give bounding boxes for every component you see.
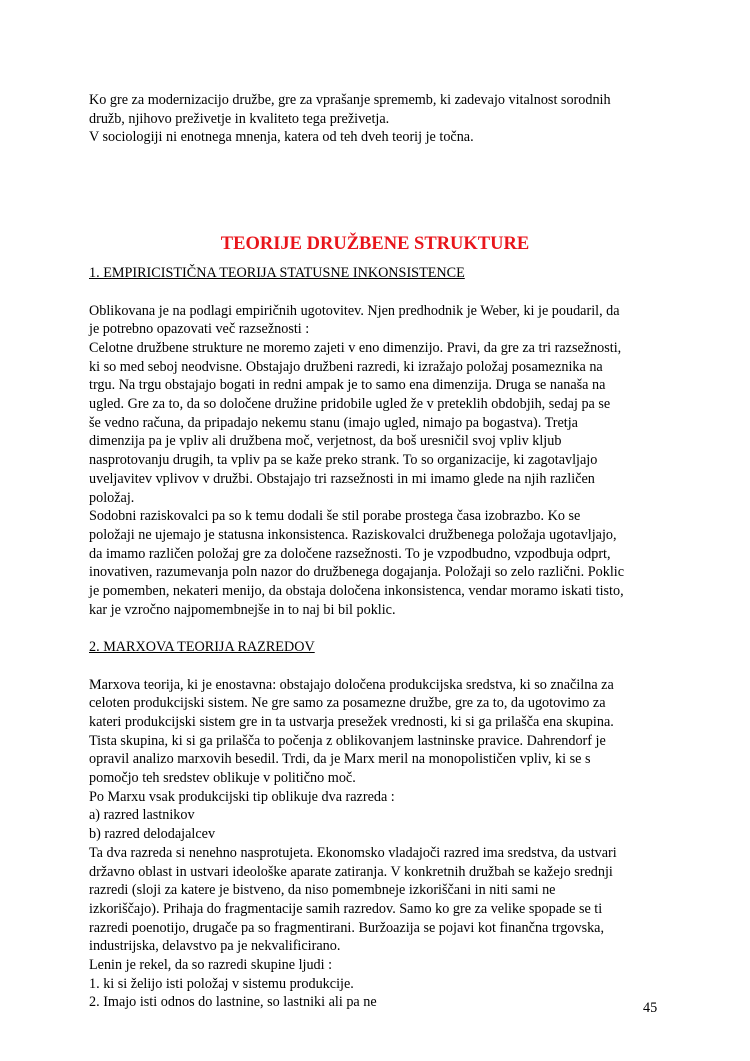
text-line: Oblikovana je na podlagi empiričnih ugotovitev. Njen predhodnik je Weber, ki je poudaril, da xyxy=(89,302,620,319)
section-2-body xyxy=(89,676,661,1013)
text-line: trgu. Na trgu obstajajo bogati in redni ampak je to samo ena dimenzija. Druga se nanaša na xyxy=(89,377,606,394)
list-item: a) razred lastnikov xyxy=(89,807,195,824)
text-line: je pomemben, nekateri menijo, da obstaja določena inkonsistenca, vendar moramo iskati tisto, xyxy=(89,583,624,600)
text-line: položaji ne ujemajo je statusna inkonsistenca. Raziskovalci družbenega položaja ugotavljajo, xyxy=(89,526,617,543)
text-line: ki so med seboj neodvisne. Obstajajo družbeni razredi, ki izražajo položaj posameznika na xyxy=(89,358,603,375)
section-2-heading: 2. MARXOVA TEORIJA RAZREDOV xyxy=(89,639,315,656)
document-page xyxy=(89,91,661,1012)
text-line: Sodobni raziskovalci pa so k temu dodali še stil porabe prostega časa izobrazbo. Ko se xyxy=(89,508,581,525)
text-line: industrijska, delavstvo pa je nekvalificirano. xyxy=(89,938,341,955)
intro-line-2: družb, njihovo preživetje in kvaliteto tega preživetja. xyxy=(89,110,390,127)
text-line: je potrebno opazovati več razsežnosti : xyxy=(89,321,310,338)
text-line: položaj. xyxy=(89,489,135,506)
text-line: Tista skupina, ki si ga prilašča to počenja z oblikovanjem lastninske pravice. Dahrendorf je xyxy=(89,732,606,749)
intro-line-3: V sociologiji ni enotnega mnenja, katera od teh dveh teorij je točna. xyxy=(89,129,474,146)
text-line: ugled. Gre za to, da so določene družine pridobile ugled že v preteklih obdobjih, sedaj pa se xyxy=(89,396,611,413)
text-line: Po Marxu vsak produkcijski tip oblikuje dva razreda : xyxy=(89,788,395,805)
text-line: opravil analizo marxovih besedil. Trdi, da je Marx meril na monopolističen vpliv, ki se s xyxy=(89,751,591,768)
text-line: razredi poenotijo, drugače pa so fragmentirani. Buržoazija se pojavi kot finančna trgovska, xyxy=(89,919,605,936)
text-line: državno oblast in ustvari ideološke aparate zatiranja. V konkretnih družbah se kažejo srednji xyxy=(89,863,613,880)
list-item: b) razred delodajalcev xyxy=(89,826,216,843)
text-line: celoten produkcijski sistem. Ne gre samo za posamezne družbe, gre za to, da ugotovimo za xyxy=(89,695,606,712)
text-line: razredi (sloji za katere je bistveno, da niso pomembneje izkoriščani in niti sami ne xyxy=(89,882,556,899)
text-line: Celotne družbene strukture ne moremo zajeti v eno dimenzijo. Pravi, da gre za tri razsežnosti, xyxy=(89,339,622,356)
text-line: dimenzija pa je vpliv ali družbena moč, verjetnost, da boš uresničil svoj vpliv kljub xyxy=(89,433,562,450)
text-line: še vedno računa, da pripadajo nekemu stanu (imajo ugled, nimajo pa bogastva). Tretja xyxy=(89,414,578,431)
text-line: da imamo različen položaj gre za določene razsežnosti. To je vzpodbudno, vzpodbuja odprt, xyxy=(89,545,611,562)
text-line: kar je vzročno najpomembnejše in to naj bi bil poklic. xyxy=(89,601,396,618)
text-line: inovativen, razumevanja poln nazor do družbenega dogajanja. Položaji so zelo različni. Poklic xyxy=(89,564,624,581)
text-line: kateri produkcijski sistem gre in ta ustvarja presežek vrednosti, ki si ga prilašča ena skupina. xyxy=(89,713,614,730)
intro-line-1: Ko gre za modernizacijo družbe, gre za vprašanje sprememb, ki zadevajo vitalnost sorodnih xyxy=(89,92,611,108)
section-1-body xyxy=(89,302,661,620)
page-number: 45 xyxy=(643,1000,658,1016)
text-line: pomočjo teh sredstev oblikuje v politično moč. xyxy=(89,770,356,787)
section-1-heading: 1. EMPIRICISTIČNA TEORIJA STATUSNE INKONSISTENCE xyxy=(89,265,465,282)
text-line: nasprotovanju drugih, ta vpliv pa se kaže preko strank. To so organizacije, ki zagotavljajo xyxy=(89,452,598,469)
text-line: Lenin je rekel, da so razredi skupine ljudi : xyxy=(89,957,333,974)
text-line: Marxova teorija, ki je enostavna: obstajajo določena produkcijska sredstva, ki so značilna za xyxy=(89,676,614,693)
text-line: izkoriščajo). Prihaja do fragmentacije samih razredov. Samo ko gre za velike spopade se ti xyxy=(89,900,603,917)
list-item: 1. ki si želijo isti položaj v sistemu produkcije. xyxy=(89,975,354,992)
page-title: TEORIJE DRUŽBENE STRUKTURE xyxy=(220,234,530,255)
text-line: uveljavitev vplivov v družbi. Obstajajo tri razsežnosti in mi imamo glede na njih različen xyxy=(89,470,595,487)
list-item: 2. Imajo isti odnos do lastnine, so lastniki ali pa ne xyxy=(89,994,377,1011)
text-line: Ta dva razreda si nenehno nasprotujeta. Ekonomsko vladajoči razred ima sredstva, da ustvari xyxy=(89,844,617,861)
